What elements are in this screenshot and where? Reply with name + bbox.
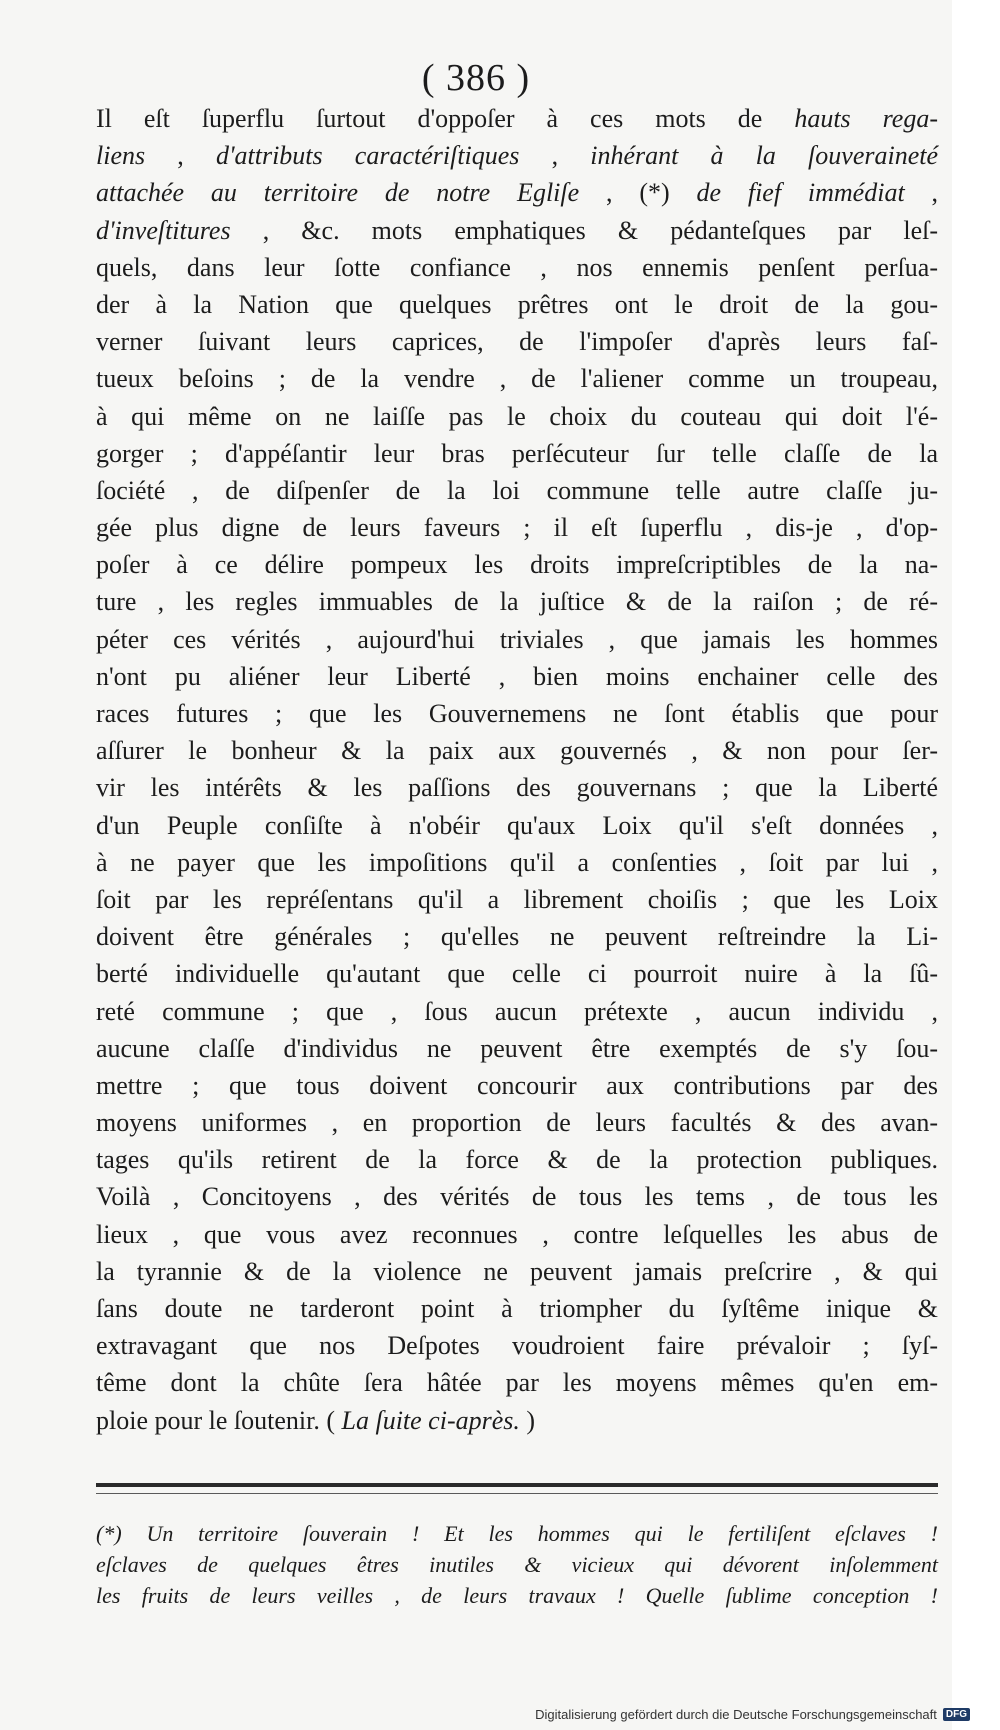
text-line	[96, 769, 938, 806]
text-segment: quels, dans leur ſotte confiance , nos ennemis penſent perſua-	[96, 252, 938, 282]
dfg-logo: DFG	[943, 1708, 970, 1721]
italic-text-segment: hauts rega-	[794, 104, 938, 133]
page-number: ( 386 )	[421, 57, 531, 99]
footnote	[96, 1518, 938, 1611]
text-segment: n'ont pu aliéner leur Liberté , bien moins enchainer celle des	[96, 661, 938, 691]
text-segment: ,	[145, 141, 216, 171]
italic-text-segment: inhérant à la ſouveraineté	[590, 141, 939, 171]
text-line	[96, 360, 938, 397]
italic-text-segment: de fief immédiat	[696, 178, 905, 208]
text-segment: péter ces vérités , aujourd'hui triviales , que jamais les hommes	[96, 624, 938, 654]
text-line	[96, 621, 938, 658]
text-segment: à ne payer que les impoſitions qu'il a conſenties , ſoit par lui ,	[96, 847, 938, 877]
text-line	[96, 472, 938, 509]
text-segment: ,	[904, 178, 939, 208]
text-segment: d'un Peuple conſiſte à n'obéir qu'aux Loix qu'il s'eſt données ,	[96, 810, 938, 840]
text-line	[96, 1290, 938, 1327]
text-segment: gée plus digne de leurs faveurs ; il eſt ſuperflu , dis-je , d'op-	[96, 513, 938, 543]
text-segment: ploie pour le ſoutenir. (	[96, 1405, 342, 1435]
footnote-line: (*) Un territoire ſouverain ! Et les hommes qui le fertiliſent eſclaves !	[96, 1521, 938, 1546]
text-segment: der à la Nation que quelques prêtres ont le droit de la gou-	[96, 289, 938, 319]
text-line	[96, 583, 938, 620]
text-segment: verner ſuivant leurs caprices, de l'impoſer d'après leurs faſ-	[96, 327, 938, 357]
text-segment: gorger ; d'appéſantir leur bras perſécuteur ſur telle claſſe de la	[96, 438, 938, 468]
text-line	[96, 1104, 938, 1141]
text-segment: berté individuelle qu'autant que celle ci pourroit nuire à la ſû-	[96, 959, 938, 989]
text-line	[96, 1067, 938, 1104]
text-segment: vir les intérêts & les paſſions des gouvernans ; que la Liberté	[96, 773, 938, 803]
text-line	[96, 1327, 938, 1364]
italic-text-segment: attachée au territoire de notre Egliſe	[96, 178, 580, 208]
text-segment: aucune claſſe d'individus ne peuvent être exemptés de s'y ſou-	[96, 1033, 938, 1063]
text-line	[96, 323, 938, 360]
credit-text: Digitalisierung gefördert durch die Deutsche Forschungsgemeinschaft	[535, 1707, 937, 1722]
text-segment: , &c. mots emphatiques & pédanteſques par leſ-	[230, 215, 938, 245]
text-line	[96, 732, 938, 769]
text-line	[96, 993, 938, 1030]
page-margin	[952, 0, 1000, 1730]
text-line	[96, 1178, 938, 1215]
text-segment: à qui même on ne laiſſe pas le choix du couteau qui doit l'é-	[96, 401, 938, 431]
text-segment: doivent être générales ; qu'elles ne peuvent reſtreindre la Li-	[96, 922, 938, 952]
text-segment: tages qu'ils retirent de la force & de la protection publiques.	[96, 1145, 938, 1175]
text-segment: aſſurer le bonheur & la paix aux gouvernés , & non pour ſer-	[96, 736, 938, 766]
footnote-line: les fruits de leurs veilles , de leurs travaux ! Quelle ſublime conception !	[96, 1583, 938, 1608]
text-segment: ſans doute ne tarderont point à triompher du ſyſtême inique &	[96, 1294, 938, 1323]
text-line	[96, 1141, 938, 1178]
text-segment: ture , les regles immuables de la juſtice & de la raiſon ; de ré-	[96, 587, 938, 617]
text-segment: poſer à ce délire pompeux les droits impreſcriptibles de la na-	[96, 550, 938, 580]
text-segment: )	[519, 1405, 536, 1435]
footnote-rule-thin	[96, 1493, 938, 1494]
footnote-rule-thick	[96, 1483, 938, 1487]
text-line	[96, 509, 938, 546]
text-segment: reté commune ; que , ſous aucun prétexte , aucun individu ,	[96, 996, 938, 1026]
text-line	[96, 1030, 938, 1067]
text-line	[96, 546, 938, 583]
text-line	[96, 1402, 938, 1439]
text-line	[96, 212, 938, 249]
text-segment: la tyrannie & de la violence ne peuvent jamais preſcrire , & qui	[96, 1256, 938, 1286]
text-line	[96, 918, 938, 955]
text-line	[96, 1253, 938, 1290]
text-line	[96, 100, 938, 137]
text-line	[96, 695, 938, 732]
text-line	[96, 249, 938, 286]
text-segment: , (*)	[579, 178, 697, 208]
text-segment: mettre ; que tous doivent concourir aux contributions par des	[96, 1070, 938, 1100]
text-segment: ,	[519, 141, 591, 171]
text-segment: races futures ; que les Gouvernemens ne ſont établis que pour	[96, 699, 938, 728]
text-line	[96, 807, 938, 844]
text-line	[96, 286, 938, 323]
text-line	[96, 955, 938, 992]
text-line	[96, 174, 938, 211]
text-segment: Il eſt ſuperflu ſurtout d'oppoſer à ces mots de	[96, 104, 795, 133]
text-line	[96, 1216, 938, 1253]
text-line	[96, 1364, 938, 1401]
italic-text-segment: d'attributs caractériſtiques	[215, 141, 520, 171]
text-segment: tueux beſoins ; de la vendre , de l'aliener comme un troupeau,	[96, 364, 938, 394]
text-segment: Voilà , Concitoyens , des vérités de tous les tems , de tous les	[96, 1182, 938, 1212]
text-segment: lieux , que vous avez reconnues , contre leſquelles les abus de	[96, 1219, 938, 1249]
digitization-credit	[535, 1707, 970, 1722]
text-segment: moyens uniformes , en proportion de leurs facultés & des avan-	[96, 1108, 938, 1138]
italic-text-segment: La ſuite ci-après.	[341, 1405, 520, 1435]
text-line	[96, 398, 938, 435]
text-line	[96, 881, 938, 918]
text-segment: extravagant que nos Deſpotes voudroient faire prévaloir ; ſyſ-	[96, 1331, 938, 1361]
text-line	[96, 658, 938, 695]
text-line	[96, 137, 938, 174]
text-segment: tême dont la chûte ſera hâtée par les moyens mêmes qu'en em-	[96, 1368, 938, 1398]
text-segment: ſoit par les repréſentans qu'il a librement choiſis ; que les Loix	[96, 884, 938, 914]
text-line	[96, 435, 938, 472]
text-segment: ſociété , de diſpenſer de la loi commune telle autre claſſe ju-	[96, 475, 938, 505]
footnote-line: eſclaves de quelques êtres inutiles & vicieux qui dévorent inſolemment	[96, 1552, 938, 1577]
body-text	[96, 100, 938, 1439]
italic-text-segment: liens	[96, 141, 146, 171]
text-line	[96, 844, 938, 881]
italic-text-segment: d'inveſtitures	[96, 215, 231, 245]
